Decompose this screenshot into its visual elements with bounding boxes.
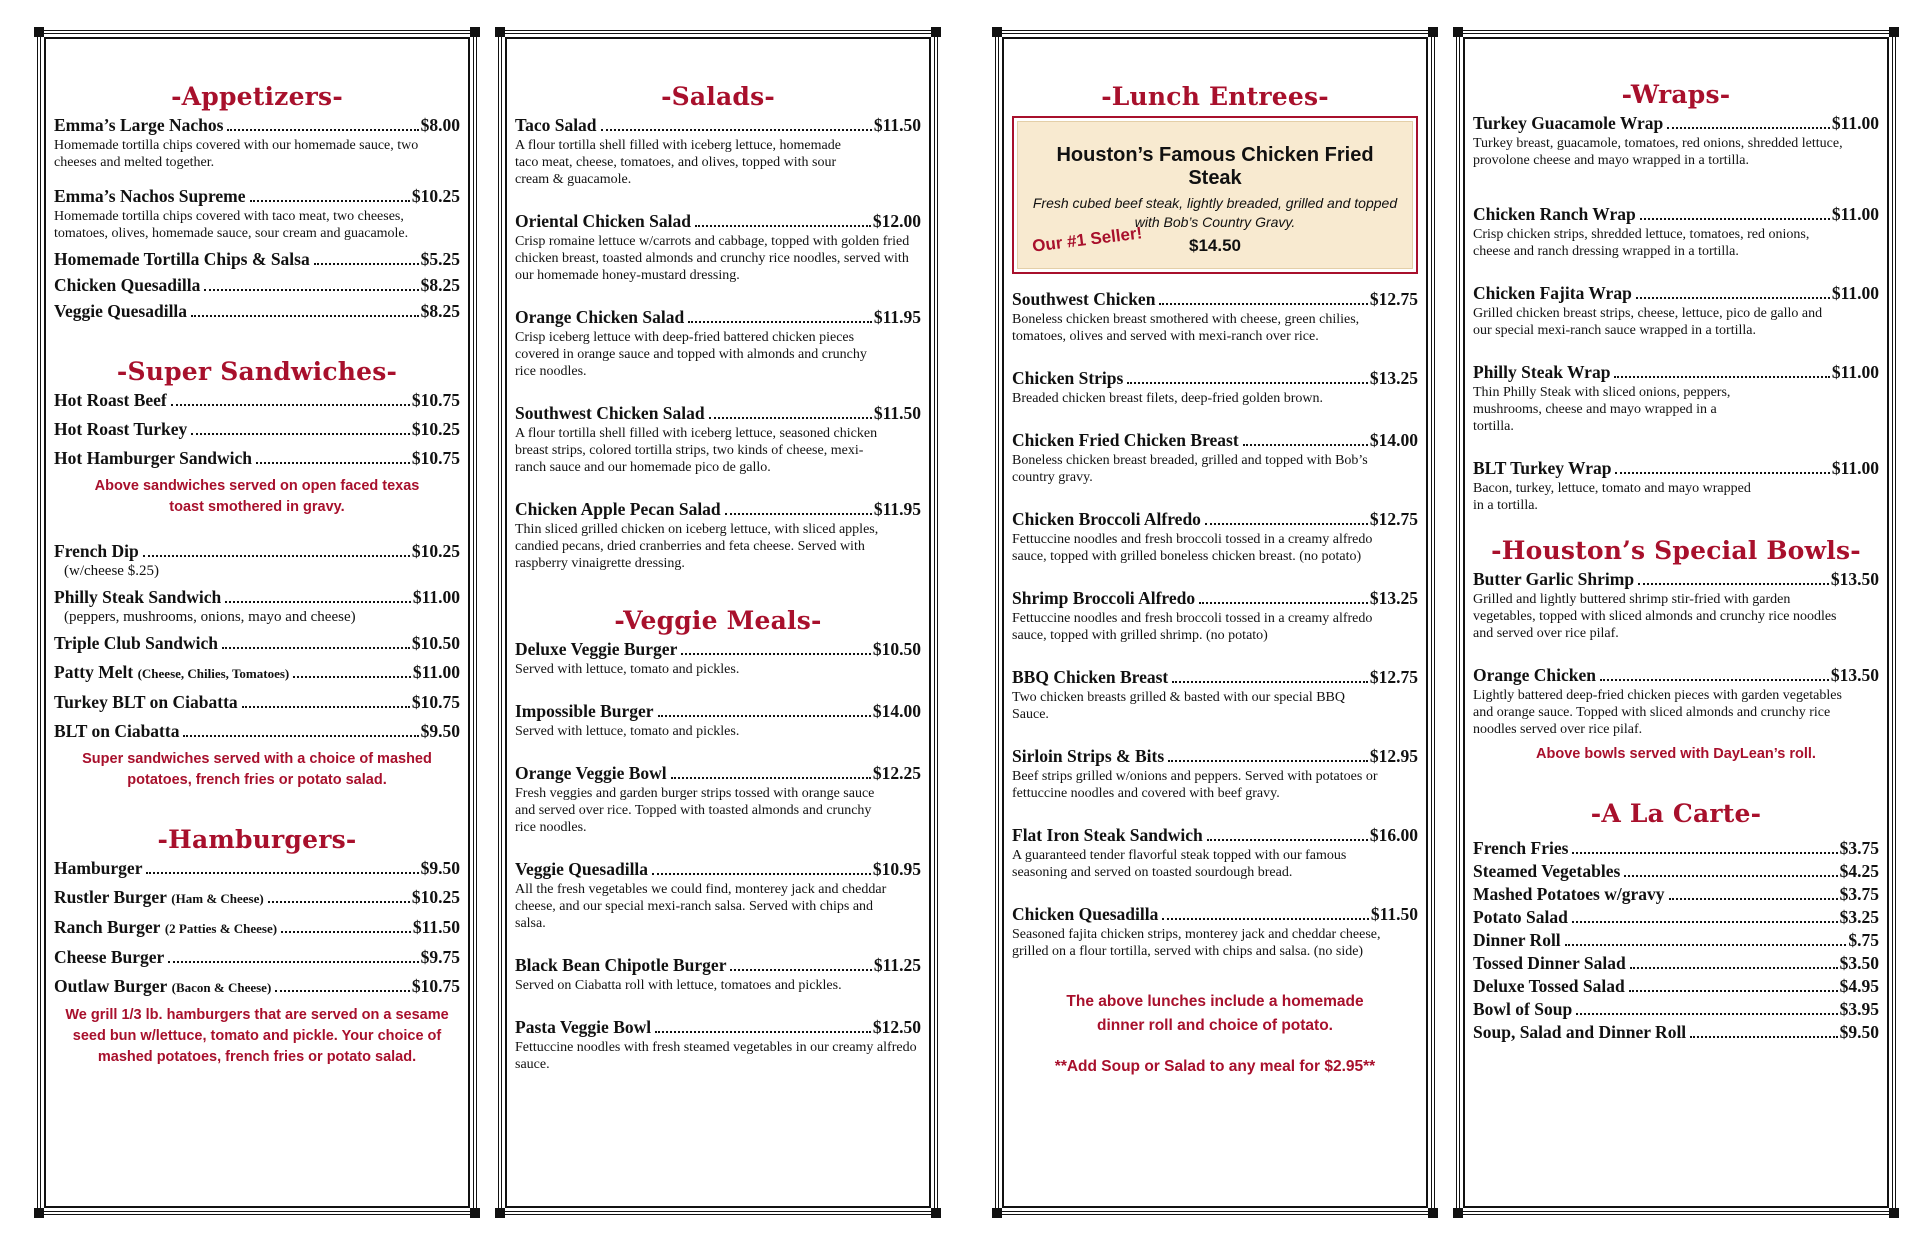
menu-item — [1012, 587, 1418, 644]
menu-item — [1473, 361, 1879, 435]
menu-item — [54, 886, 460, 910]
corner-ornament — [1428, 1208, 1438, 1218]
menu-item — [54, 586, 460, 626]
item-name: Hamburger — [54, 858, 143, 878]
item-price: $8.25 — [420, 275, 460, 295]
item-name: Oriental Chicken Salad — [515, 211, 691, 231]
item-description: Crisp chicken strips, shredded lettuce, tomatoes, red onions, cheese and ranch dressing wrapped in a tortilla. — [1473, 227, 1810, 259]
item-price: $10.25 — [411, 541, 460, 561]
section-title-super-sandwiches: -Super Sandwiches- — [116, 357, 398, 386]
item-price: $12.00 — [872, 211, 921, 231]
item-price: $13.50 — [1830, 569, 1879, 589]
menu-item — [515, 858, 921, 932]
lunch-note: The above lunches include a homemade dinner roll and choice of potato. — [1066, 993, 1364, 1034]
menu-item — [54, 540, 460, 580]
item-name: Chicken Broccoli Alfredo — [1012, 509, 1201, 529]
corner-ornament — [1428, 27, 1438, 37]
menu-item — [1012, 367, 1418, 407]
menu-item — [54, 418, 460, 441]
item-price: $12.75 — [1369, 289, 1418, 309]
item-name: French Fries — [1473, 838, 1569, 858]
item-name: Chicken Quesadilla — [54, 275, 201, 295]
featured-item-price: $14.50 — [1189, 236, 1241, 255]
item-name: Patty Melt — [54, 662, 134, 682]
item-price: $11.50 — [1370, 904, 1418, 924]
item-name: Chicken Strips — [1012, 368, 1124, 388]
featured-item-description: Fresh cubed beef steak, lightly breaded, grilled and topped with Bob’s Country Gravy. — [1032, 195, 1398, 230]
item-price: $9.50 — [1839, 1022, 1879, 1042]
item-name: Outlaw Burger — [54, 976, 168, 996]
item-description: Homemade tortilla chips covered with taco meat, two cheeses, tomatoes, olives, homemade sauce, sour cream and guacamole. — [54, 209, 409, 241]
item-detail: (Ham & Cheese) — [171, 891, 264, 906]
section-title-special-bowls: -Houston’s Special Bowls- — [1491, 536, 1861, 565]
menu-item — [515, 1016, 921, 1073]
menu-item — [54, 857, 460, 880]
item-price: $14.00 — [872, 701, 921, 721]
item-price: $11.00 — [1831, 458, 1879, 478]
item-price: $9.75 — [420, 947, 460, 967]
menu-panel-3 — [995, 30, 1435, 1215]
menu-item — [54, 975, 460, 999]
menu-item — [54, 946, 460, 969]
corner-ornament — [931, 1208, 941, 1218]
menu-item — [515, 306, 921, 380]
item-price: $5.25 — [420, 249, 460, 269]
item-price: $11.00 — [1831, 362, 1879, 382]
corner-ornament — [992, 1208, 1002, 1218]
menu-item — [1012, 666, 1418, 723]
menu-item — [54, 300, 460, 323]
item-name: Hot Hamburger Sandwich — [54, 448, 253, 468]
item-name: French Dip — [54, 541, 139, 561]
corner-ornament — [1453, 1208, 1463, 1218]
menu-item — [1012, 903, 1418, 960]
item-description: Crisp iceberg lettuce with deep-fried battered chicken pieces covered in orange sauce and topped with almonds and crunchy rice noodles. — [515, 330, 867, 379]
item-price: $10.50 — [872, 639, 921, 659]
item-price: $8.00 — [420, 115, 460, 135]
menu-item — [1012, 824, 1418, 881]
item-price: $3.25 — [1839, 907, 1879, 927]
panel-content — [515, 82, 921, 1073]
item-price: $10.50 — [411, 633, 460, 653]
item-price: $11.50 — [412, 917, 460, 937]
item-name: Southwest Chicken Salad — [515, 403, 705, 423]
item-description: Thin Philly Steak with sliced onions, peppers, mushrooms, cheese and mayo wrapped in a tortilla. — [1473, 385, 1731, 434]
item-name: Black Bean Chipotle Burger — [515, 955, 727, 975]
panel-content — [54, 82, 460, 1068]
item-description: Served with lettuce, tomato and pickles. — [515, 724, 740, 739]
corner-ornament — [470, 27, 480, 37]
menu-item — [515, 954, 921, 994]
hamburger-note: We grill 1/3 lb. hamburgers that are served on a sesame seed bun w/lettuce, tomato and pickle. Your choice of mashed potatoes, french fries or potato salad. — [65, 1007, 449, 1065]
item-name: Chicken Quesadilla — [1012, 904, 1159, 924]
item-price: $8.25 — [420, 301, 460, 321]
item-name: Ranch Burger — [54, 917, 161, 937]
menu-item — [515, 114, 921, 188]
item-price: $11.00 — [412, 662, 460, 682]
menu-item — [515, 638, 921, 678]
item-price: $12.75 — [1369, 509, 1418, 529]
menu-item — [54, 185, 460, 242]
menu-item — [1473, 998, 1879, 1021]
item-description: Fettuccine noodles with fresh steamed vegetables in our creamy alfredo sauce. — [515, 1040, 917, 1072]
item-price: $10.75 — [411, 692, 460, 712]
item-detail: (2 Patties & Cheese) — [164, 921, 278, 936]
item-price: $10.75 — [411, 976, 460, 996]
corner-ornament — [1889, 27, 1899, 37]
item-description: Fettuccine noodles and fresh broccoli tossed in a creamy alfredo sauce, topped with grilled boneless chicken breast. (no potato) — [1012, 532, 1373, 564]
item-price: $12.50 — [872, 1017, 921, 1037]
panel-content — [1012, 82, 1418, 1077]
item-description: Fettuccine noodles and fresh broccoli tossed in a creamy alfredo sauce, topped with grilled shrimp. (no potato) — [1012, 611, 1373, 643]
item-price: $9.50 — [420, 721, 460, 741]
item-price: $16.00 — [1369, 825, 1418, 845]
item-description: Served on Ciabatta roll with lettuce, tomatoes and pickles. — [515, 978, 842, 993]
item-name: Chicken Fried Chicken Breast — [1012, 430, 1239, 450]
item-detail: (Bacon & Cheese) — [171, 980, 272, 995]
menu-item — [54, 447, 460, 470]
item-price: $11.00 — [1831, 204, 1879, 224]
item-name: Orange Chicken Salad — [515, 307, 685, 327]
menu-item — [54, 661, 460, 685]
item-price: $10.75 — [411, 390, 460, 410]
item-name: Orange Chicken — [1473, 665, 1596, 685]
menu-item — [54, 632, 460, 655]
item-price: $12.25 — [872, 763, 921, 783]
item-price: $11.00 — [1831, 283, 1879, 303]
item-name: Potato Salad — [1473, 907, 1568, 927]
item-name: Rustler Burger — [54, 887, 167, 907]
item-name: Emma’s Nachos Supreme — [54, 186, 246, 206]
item-name: Impossible Burger — [515, 701, 654, 721]
menu-panel-1 — [37, 30, 477, 1215]
menu-item — [1473, 952, 1879, 975]
menu-item — [1012, 288, 1418, 345]
menu-item — [1473, 568, 1879, 642]
item-name: Taco Salad — [515, 115, 597, 135]
item-name: Chicken Apple Pecan Salad — [515, 499, 721, 519]
item-name: Chicken Fajita Wrap — [1473, 283, 1632, 303]
section-title-veggie-meals: -Veggie Meals- — [614, 606, 822, 635]
item-price: $13.50 — [1830, 665, 1879, 685]
item-price: $10.25 — [411, 887, 460, 907]
featured-item — [1017, 121, 1413, 269]
corner-ornament — [931, 27, 941, 37]
item-name: Hot Roast Turkey — [54, 419, 188, 439]
item-name: Deluxe Veggie Burger — [515, 639, 678, 659]
menu-item — [1473, 112, 1879, 169]
item-description: Seasoned fajita chicken strips, monterey jack and cheddar cheese, grilled on a flour tortilla, served with chips and salsa. (no side) — [1012, 927, 1381, 959]
item-price: $4.95 — [1839, 976, 1879, 996]
item-name: Mashed Potatoes w/gravy — [1473, 884, 1665, 904]
item-description: Thin sliced grilled chicken on iceberg lettuce, with sliced apples, candied pecans, dried cranberries and feta cheese. Served with raspberry vinaigrette dressing. — [515, 522, 879, 571]
item-name: BBQ Chicken Breast — [1012, 667, 1169, 687]
item-price: $12.75 — [1369, 667, 1418, 687]
item-description: (w/cheese $.25) — [64, 563, 159, 579]
menu-item — [515, 210, 921, 284]
item-description: Served with lettuce, tomato and pickles. — [515, 662, 740, 677]
menu-item — [1473, 883, 1879, 906]
item-detail: (Cheese, Chilies, Tomatoes) — [137, 666, 290, 681]
item-name: Veggie Quesadilla — [515, 859, 649, 879]
item-price: $3.75 — [1839, 838, 1879, 858]
corner-ornament — [34, 1208, 44, 1218]
featured-item-box — [1012, 116, 1418, 274]
corner-ornament — [495, 1208, 505, 1218]
menu-item — [54, 389, 460, 412]
section-title-a-la-carte: -A La Carte- — [1590, 799, 1762, 828]
item-price: $9.50 — [420, 858, 460, 878]
item-description: Beef strips grilled w/onions and peppers. Served with potatoes or fettuccine noodles and covered with beef gravy. — [1012, 769, 1378, 801]
menu-item — [1473, 203, 1879, 260]
menu-item — [54, 114, 460, 171]
item-description: All the fresh vegetables we could find, monterey jack and cheddar cheese, and our special mexi-ranch salsa. Served with chips and salsa. — [515, 882, 887, 931]
item-price: $11.25 — [873, 955, 921, 975]
section-title-lunch-entrees: -Lunch Entrees- — [1101, 82, 1329, 111]
item-name: Dinner Roll — [1473, 930, 1561, 950]
item-price: $3.50 — [1839, 953, 1879, 973]
item-description: Grilled and lightly buttered shrimp stir-fried with garden vegetables, topped with sliced almonds and crunchy rice noodles and served over rice pilaf. — [1473, 592, 1837, 641]
menu-item — [1012, 508, 1418, 565]
featured-item-title: Houston’s Famous Chicken Fried Steak — [1056, 144, 1374, 189]
item-name: Philly Steak Sandwich — [54, 587, 222, 607]
item-name: Turkey BLT on Ciabatta — [54, 692, 238, 712]
item-name: Veggie Quesadilla — [54, 301, 188, 321]
menu-item — [54, 274, 460, 297]
item-name: Chicken Ranch Wrap — [1473, 204, 1636, 224]
menu-item — [1012, 745, 1418, 802]
item-name: Butter Garlic Shrimp — [1473, 569, 1635, 589]
item-price: $11.00 — [1831, 113, 1879, 133]
item-name: Southwest Chicken — [1012, 289, 1156, 309]
menu-item — [1473, 457, 1879, 514]
section-title-salads: -Salads- — [661, 82, 775, 111]
item-description: Crisp romaine lettuce w/carrots and cabbage, topped with golden fried chicken breast, toasted almonds and crunchy rice noodles, served with our homemade honey-mustard dressing. — [515, 234, 910, 283]
menu-item — [1473, 975, 1879, 998]
corner-ornament — [992, 27, 1002, 37]
item-name: Steamed Vegetables — [1473, 861, 1621, 881]
menu-panel-4 — [1456, 30, 1896, 1215]
item-description: A flour tortilla shell filled with iceberg lettuce, seasoned chicken breast strips, colored tortilla strips, two kinds of cheese, mexi-ranch sauce and our homemade pico de gallo. — [515, 426, 878, 475]
item-description: A flour tortilla shell filled with iceberg lettuce, homemade taco meat, cheese, tomatoes, and olives, topped with sour cream & guacamole. — [515, 138, 841, 187]
menu-item — [54, 720, 460, 743]
item-price: $11.50 — [873, 403, 921, 423]
corner-ornament — [1889, 1208, 1899, 1218]
item-description: Fresh veggies and garden burger strips tossed with orange sauce and served over rice. Topped with toasted almonds and crunchy rice noodles. — [515, 786, 875, 835]
item-price: $10.95 — [872, 859, 921, 879]
menu-item — [54, 248, 460, 271]
bowls-note: Above bowls served with DayLean’s roll. — [1536, 746, 1816, 762]
item-price: $3.95 — [1839, 999, 1879, 1019]
item-description: Two chicken breasts grilled & basted with our special BBQ Sauce. — [1012, 690, 1345, 722]
item-description: Grilled chicken breast strips, cheese, lettuce, pico de gallo and our special mexi-ranch sauce wrapped in a tortilla. — [1473, 306, 1823, 338]
item-price: $13.25 — [1369, 368, 1418, 388]
item-name: Flat Iron Steak Sandwich — [1012, 825, 1203, 845]
item-name: Triple Club Sandwich — [54, 633, 219, 653]
item-price: $11.95 — [873, 499, 921, 519]
menu-item — [1473, 664, 1879, 738]
item-description: Homemade tortilla chips covered with our homemade sauce, two cheeses and melted together. — [54, 138, 419, 170]
item-price: $11.50 — [873, 115, 921, 135]
item-description: Breaded chicken breast filets, deep-fried golden brown. — [1012, 391, 1323, 406]
item-price: $14.00 — [1369, 430, 1418, 450]
item-price: $11.00 — [412, 587, 460, 607]
item-description: (peppers, mushrooms, onions, mayo and cheese) — [64, 609, 356, 625]
corner-ornament — [34, 27, 44, 37]
corner-ornament — [470, 1208, 480, 1218]
item-name: Turkey Guacamole Wrap — [1473, 113, 1664, 133]
item-name: Deluxe Tossed Salad — [1473, 976, 1625, 996]
section-title-appetizers: -Appetizers- — [171, 82, 343, 111]
item-name: Philly Steak Wrap — [1473, 362, 1611, 382]
menu-item — [515, 402, 921, 476]
menu-item — [1473, 837, 1879, 860]
best-seller-badge: Our #1 Seller! — [1031, 223, 1144, 256]
menu-item — [1012, 429, 1418, 486]
corner-ornament — [495, 27, 505, 37]
corner-ornament — [1453, 27, 1463, 37]
menu-item — [1473, 282, 1879, 339]
item-name: Shrimp Broccoli Alfredo — [1012, 588, 1196, 608]
item-price: $4.25 — [1839, 861, 1879, 881]
menu-item — [1473, 860, 1879, 883]
item-description: Turkey breast, guacamole, tomatoes, red onions, shredded lettuce, provolone cheese and mayo wrapped in a tortilla. — [1473, 136, 1843, 168]
item-price: $10.25 — [411, 186, 460, 206]
item-price: $13.25 — [1369, 588, 1418, 608]
item-name: Emma’s Large Nachos — [54, 115, 224, 135]
item-description: A guaranteed tender flavorful steak topped with our famous seasoning and served on toasted sourdough bread. — [1012, 848, 1347, 880]
sandwich-note: Above sandwiches served on open faced texas toast smothered in gravy. — [94, 478, 420, 515]
menu-item — [1473, 906, 1879, 929]
item-description: Boneless chicken breast smothered with cheese, green chilies, tomatoes, olives and served with mexi-ranch over rice. — [1012, 312, 1360, 344]
section-title-wraps: -Wraps- — [1621, 80, 1731, 109]
item-name: Tossed Dinner Salad — [1473, 953, 1626, 973]
item-price: $11.95 — [873, 307, 921, 327]
add-soup-note: **Add Soup or Salad to any meal for $2.95** — [1054, 1058, 1376, 1075]
item-price: $3.75 — [1839, 884, 1879, 904]
item-price: $.75 — [1848, 930, 1879, 950]
section-title-hamburgers: -Hamburgers- — [157, 825, 357, 854]
menu-item — [54, 916, 460, 940]
item-name: Sirloin Strips & Bits — [1012, 746, 1165, 766]
sandwich-sides-note: Super sandwiches served with a choice of mashed potatoes, french fries or potato salad. — [82, 751, 432, 788]
item-description: Boneless chicken breast breaded, grilled and topped with Bob’s country gravy. — [1012, 453, 1368, 485]
item-name: Cheese Burger — [54, 947, 165, 967]
item-name: BLT on Ciabatta — [54, 721, 180, 741]
item-price: $10.25 — [411, 419, 460, 439]
menu-panel-2 — [498, 30, 938, 1215]
item-price: $12.95 — [1369, 746, 1418, 766]
item-name: Orange Veggie Bowl — [515, 763, 667, 783]
menu-item — [515, 498, 921, 572]
item-name: Soup, Salad and Dinner Roll — [1473, 1022, 1687, 1042]
item-name: Homemade Tortilla Chips & Salsa — [54, 249, 310, 269]
item-name: Pasta Veggie Bowl — [515, 1017, 652, 1037]
panel-content — [1473, 80, 1879, 1044]
item-name: BLT Turkey Wrap — [1473, 458, 1612, 478]
menu-item — [515, 762, 921, 836]
menu-item — [54, 691, 460, 714]
item-description: Lightly battered deep-fried chicken pieces with garden vegetables and orange sauce. Topped with sliced almonds and crunchy rice noodles served over rice pilaf. — [1473, 688, 1842, 737]
menu-item — [515, 700, 921, 740]
item-price: $10.75 — [411, 448, 460, 468]
item-name: Bowl of Soup — [1473, 999, 1573, 1019]
menu-item — [1473, 929, 1879, 952]
item-description: Bacon, turkey, lettuce, tomato and mayo wrapped in a tortilla. — [1473, 481, 1751, 513]
item-name: Hot Roast Beef — [54, 390, 167, 410]
menu-item — [1473, 1021, 1879, 1044]
